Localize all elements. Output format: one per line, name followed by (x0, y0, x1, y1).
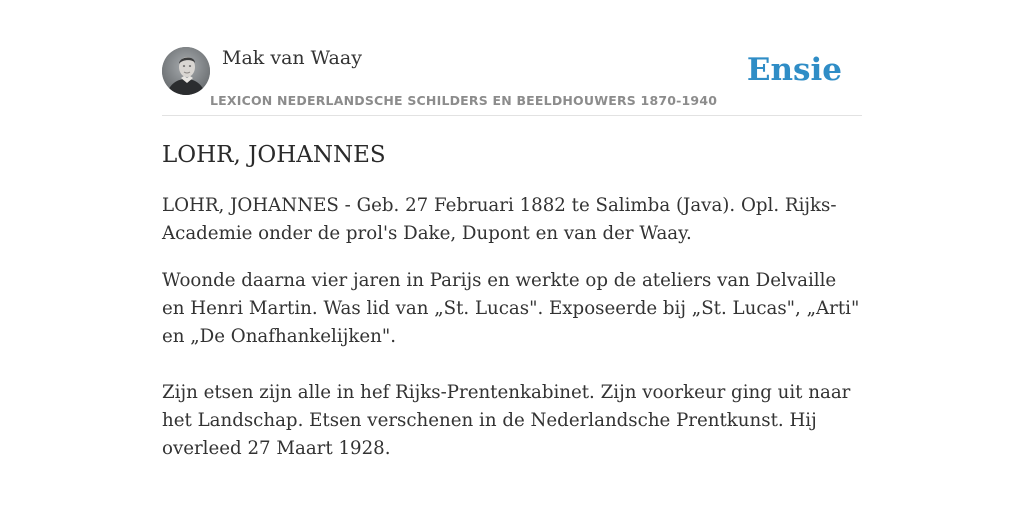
article-paragraph: Woonde daarna vier jaren in Parijs en werkte op de ateliers van Delvaille en Henri Martin. Was lid van „St. Lucas". Exposeerde bij „St. Lucas", „Arti" en „De Onafhankelijken". (162, 270, 860, 347)
paragraph-break (162, 351, 862, 379)
page (162, 0, 862, 512)
article-title: LOHR, JOHANNES (162, 142, 386, 168)
portrait-image (162, 47, 210, 95)
author-name[interactable]: Mak van Waay (222, 47, 362, 69)
author-avatar[interactable] (162, 47, 210, 95)
article-body (162, 192, 862, 463)
source-title[interactable]: LEXICON NEDERLANDSCHE SCHILDERS EN BEELDHOUWERS 1870-1940 (210, 93, 718, 108)
article-paragraph: LOHR, JOHANNES - Geb. 27 Februari 1882 te Salimba (Java). Opl. Rijks-Academie onder de prol's Dake, Dupont en van der Waay. (162, 195, 837, 244)
header (162, 0, 862, 116)
brand-logo[interactable]: Ensie (746, 52, 842, 88)
article-paragraph: Zijn etsen zijn alle in hef Rijks-Prentenkabinet. Zijn voorkeur ging uit naar het Landschap. Etsen verschenen in de Nederlandsche Prentkunst. Hij overleed 27 Maart 1928. (162, 382, 851, 459)
